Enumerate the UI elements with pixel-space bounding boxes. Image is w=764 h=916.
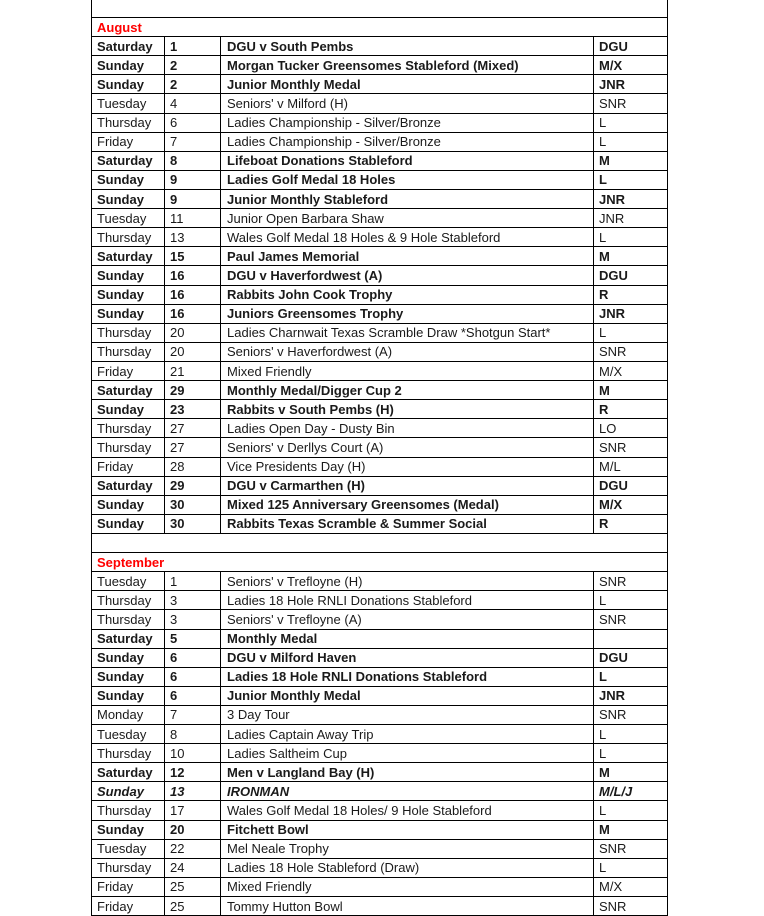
day-cell: Friday [97,363,134,379]
day-cell: Thursday [97,592,152,608]
date-cell: 1 [164,572,220,590]
date-cell: 20 [164,343,220,361]
event-cell: Wales Golf Medal 18 Holes & 9 Hole Stableford [220,228,593,246]
date-cell: 13 [164,228,220,246]
table-row [91,687,668,706]
table-row [91,897,668,916]
table-row [91,400,668,419]
table-row [91,649,668,668]
day-cell: Thursday [97,344,152,360]
date-cell: 2 [164,56,220,74]
calendar-table [91,0,668,916]
event-cell: Junior Monthly Medal [220,687,593,705]
day-cell: Saturday [97,478,153,494]
code-cell: SNR [593,840,667,858]
date-cell: 4 [164,94,220,112]
day-cell: Sunday [97,287,144,303]
event-cell: Ladies Open Day - Dusty Bin [220,419,593,437]
code-cell: M [593,763,667,781]
event-cell: Tommy Hutton Bowl [220,897,593,915]
code-cell: L [593,324,667,342]
date-cell: 9 [164,171,220,189]
table-row [91,840,668,859]
date-cell: 7 [164,133,220,151]
event-cell: Rabbits John Cook Trophy [220,286,593,304]
day-cell: Friday [97,459,134,475]
date-cell: 15 [164,247,220,265]
date-cell: 20 [164,821,220,839]
date-cell: 23 [164,400,220,418]
table-row [91,152,668,171]
date-cell: 25 [164,897,220,915]
code-cell: JNR [593,305,667,323]
day-cell: Sunday [97,650,144,666]
code-cell: JNR [593,75,667,93]
code-cell: L [593,114,667,132]
date-cell: 13 [164,782,220,800]
code-cell: SNR [593,572,667,590]
day-cell: Saturday [97,631,153,647]
day-cell: Thursday [97,325,152,341]
spacer-row [91,534,668,553]
date-cell: 11 [164,209,220,227]
code-cell: L [593,133,667,151]
date-cell: 7 [164,706,220,724]
code-cell: M/X [593,362,667,380]
code-cell: L [593,725,667,743]
code-cell: L [593,744,667,762]
day-cell: Sunday [97,76,144,92]
month-header-row [91,553,668,572]
date-cell: 5 [164,630,220,648]
table-row [91,438,668,457]
date-cell: 12 [164,763,220,781]
date-cell: 1 [164,37,220,55]
date-cell: 30 [164,515,220,533]
code-cell: SNR [593,343,667,361]
date-cell: 17 [164,801,220,819]
event-cell: Ladies 18 Hole Stableford (Draw) [220,859,593,877]
day-cell: Sunday [97,783,144,799]
empty-cell [92,534,667,552]
code-cell [593,630,667,648]
table-row [91,286,668,305]
event-cell: Mixed Friendly [220,362,593,380]
day-cell: Thursday [97,420,152,436]
table-row [91,725,668,744]
day-cell: Saturday [97,764,153,780]
day-cell: Tuesday [97,841,147,857]
day-cell: Saturday [97,38,153,54]
table-row [91,247,668,266]
code-cell: SNR [593,94,667,112]
date-cell: 8 [164,152,220,170]
event-cell: Mel Neale Trophy [220,840,593,858]
table-row [91,94,668,113]
date-cell: 10 [164,744,220,762]
table-row [91,515,668,534]
event-cell: 3 Day Tour [220,706,593,724]
code-cell: L [593,859,667,877]
code-cell: SNR [593,897,667,915]
date-cell: 3 [164,591,220,609]
table-row [91,114,668,133]
date-cell: 6 [164,687,220,705]
code-cell: JNR [593,209,667,227]
code-cell: L [593,591,667,609]
table-row [91,878,668,897]
table-row [91,477,668,496]
code-cell: DGU [593,37,667,55]
code-cell: R [593,400,667,418]
event-cell: IRONMAN [220,782,593,800]
table-row [91,419,668,438]
code-cell: LO [593,419,667,437]
table-row [91,343,668,362]
event-cell: Monthly Medal/Digger Cup 2 [220,381,593,399]
date-cell: 29 [164,381,220,399]
event-cell: Ladies Saltheim Cup [220,744,593,762]
code-cell: SNR [593,610,667,628]
day-cell: Saturday [97,382,153,398]
event-cell: Junior Monthly Medal [220,75,593,93]
event-cell: Fitchett Bowl [220,821,593,839]
table-row [91,572,668,591]
code-cell: L [593,668,667,686]
event-cell: Ladies Captain Away Trip [220,725,593,743]
code-cell: DGU [593,649,667,667]
event-cell: Ladies Charnwait Texas Scramble Draw *Shotgun Start* [220,324,593,342]
event-cell: Mixed Friendly [220,878,593,896]
event-cell: Wales Golf Medal 18 Holes/ 9 Hole Stableford [220,801,593,819]
day-cell: Sunday [97,57,144,73]
table-row [91,362,668,381]
code-cell: DGU [593,266,667,284]
table-row [91,668,668,687]
event-cell: Rabbits Texas Scramble & Summer Social [220,515,593,533]
date-cell: 28 [164,458,220,476]
table-row [91,496,668,515]
day-cell: Tuesday [97,95,147,111]
day-cell: Friday [97,134,134,150]
month-label: August [97,19,142,35]
table-row [91,763,668,782]
day-cell: Saturday [97,248,153,264]
day-cell: Sunday [97,267,144,283]
event-cell: Rabbits v South Pembs (H) [220,400,593,418]
day-cell: Sunday [97,516,144,532]
code-cell: JNR [593,687,667,705]
day-cell: Tuesday [97,210,147,226]
day-cell: Saturday [97,153,153,169]
date-cell: 9 [164,190,220,208]
table-row [91,821,668,840]
table-row [91,381,668,400]
date-cell: 3 [164,610,220,628]
month-label: September [97,554,165,570]
event-cell: Men v Langland Bay (H) [220,763,593,781]
month-header-row [91,18,668,37]
table-row [91,133,668,152]
day-cell: Thursday [97,115,152,131]
table-row [91,209,668,228]
day-cell: Sunday [97,688,144,704]
date-cell: 22 [164,840,220,858]
code-cell: M/X [593,56,667,74]
event-cell: Paul James Memorial [220,247,593,265]
date-cell: 20 [164,324,220,342]
date-cell: 16 [164,266,220,284]
date-cell: 21 [164,362,220,380]
day-cell: Tuesday [97,573,147,589]
date-cell: 6 [164,114,220,132]
event-cell: Morgan Tucker Greensomes Stableford (Mixed) [220,56,593,74]
day-cell: Sunday [97,172,144,188]
event-cell: DGU v Milford Haven [220,649,593,667]
table-row [91,228,668,247]
code-cell: M [593,152,667,170]
code-cell: M [593,247,667,265]
date-cell: 6 [164,668,220,686]
date-cell: 27 [164,438,220,456]
date-cell: 6 [164,649,220,667]
event-cell: Ladies Golf Medal 18 Holes [220,171,593,189]
code-cell: L [593,171,667,189]
day-cell: Thursday [97,860,152,876]
table-row [91,458,668,477]
date-cell: 16 [164,305,220,323]
date-cell: 16 [164,286,220,304]
code-cell: DGU [593,477,667,495]
table-row [91,305,668,324]
table-row [91,744,668,763]
day-cell: Thursday [97,611,152,627]
code-cell: JNR [593,190,667,208]
day-cell: Thursday [97,439,152,455]
table-row [91,591,668,610]
date-cell: 25 [164,878,220,896]
table-row [91,56,668,75]
table-row [91,37,668,56]
table-row [91,171,668,190]
day-cell: Thursday [97,803,152,819]
date-cell: 29 [164,477,220,495]
day-cell: Sunday [97,306,144,322]
day-cell: Tuesday [97,726,147,742]
date-cell: 24 [164,859,220,877]
table-row [91,630,668,649]
event-cell: Seniors' v Milford (H) [220,94,593,112]
day-cell: Sunday [97,669,144,685]
event-cell: Juniors Greensomes Trophy [220,305,593,323]
event-cell: Ladies Championship - Silver/Bronze [220,133,593,151]
code-cell: SNR [593,438,667,456]
event-cell: DGU v South Pembs [220,37,593,55]
code-cell: L [593,228,667,246]
code-cell: L [593,801,667,819]
event-cell: Seniors' v Derllys Court (A) [220,438,593,456]
date-cell: 8 [164,725,220,743]
event-cell: Mixed 125 Anniversary Greensomes (Medal) [220,496,593,514]
table-row [91,706,668,725]
event-cell: Lifeboat Donations Stableford [220,152,593,170]
day-cell: Sunday [97,191,144,207]
day-cell: Thursday [97,229,152,245]
table-row [91,610,668,629]
day-cell: Sunday [97,401,144,417]
day-cell: Monday [97,707,144,723]
code-cell: M [593,821,667,839]
code-cell: R [593,286,667,304]
event-cell: DGU v Carmarthen (H) [220,477,593,495]
code-cell: M/L/J [593,782,667,800]
event-cell: Ladies 18 Hole RNLI Donations Stableford [220,591,593,609]
code-cell: SNR [593,706,667,724]
code-cell: M [593,381,667,399]
event-cell: Junior Monthly Stableford [220,190,593,208]
table-row [91,75,668,94]
day-cell: Thursday [97,745,152,761]
empty-cell [92,0,667,17]
code-cell: M/L [593,458,667,476]
day-cell: Sunday [97,497,144,513]
top-partial-row [91,0,668,18]
event-cell: Monthly Medal [220,630,593,648]
event-cell: DGU v Haverfordwest (A) [220,266,593,284]
code-cell: M/X [593,496,667,514]
table-row [91,801,668,820]
code-cell: R [593,515,667,533]
event-cell: Vice Presidents Day (H) [220,458,593,476]
day-cell: Friday [97,879,134,895]
date-cell: 27 [164,419,220,437]
event-cell: Ladies Championship - Silver/Bronze [220,114,593,132]
table-row [91,859,668,878]
event-cell: Seniors' v Trefloyne (A) [220,610,593,628]
event-cell: Junior Open Barbara Shaw [220,209,593,227]
event-cell: Seniors' v Haverfordwest (A) [220,343,593,361]
table-row [91,782,668,801]
code-cell: M/X [593,878,667,896]
date-cell: 2 [164,75,220,93]
table-row [91,324,668,343]
day-cell: Sunday [97,822,144,838]
day-cell: Friday [97,898,134,914]
table-row [91,266,668,285]
date-cell: 30 [164,496,220,514]
table-row [91,190,668,209]
event-cell: Seniors' v Trefloyne (H) [220,572,593,590]
event-cell: Ladies 18 Hole RNLI Donations Stableford [220,668,593,686]
